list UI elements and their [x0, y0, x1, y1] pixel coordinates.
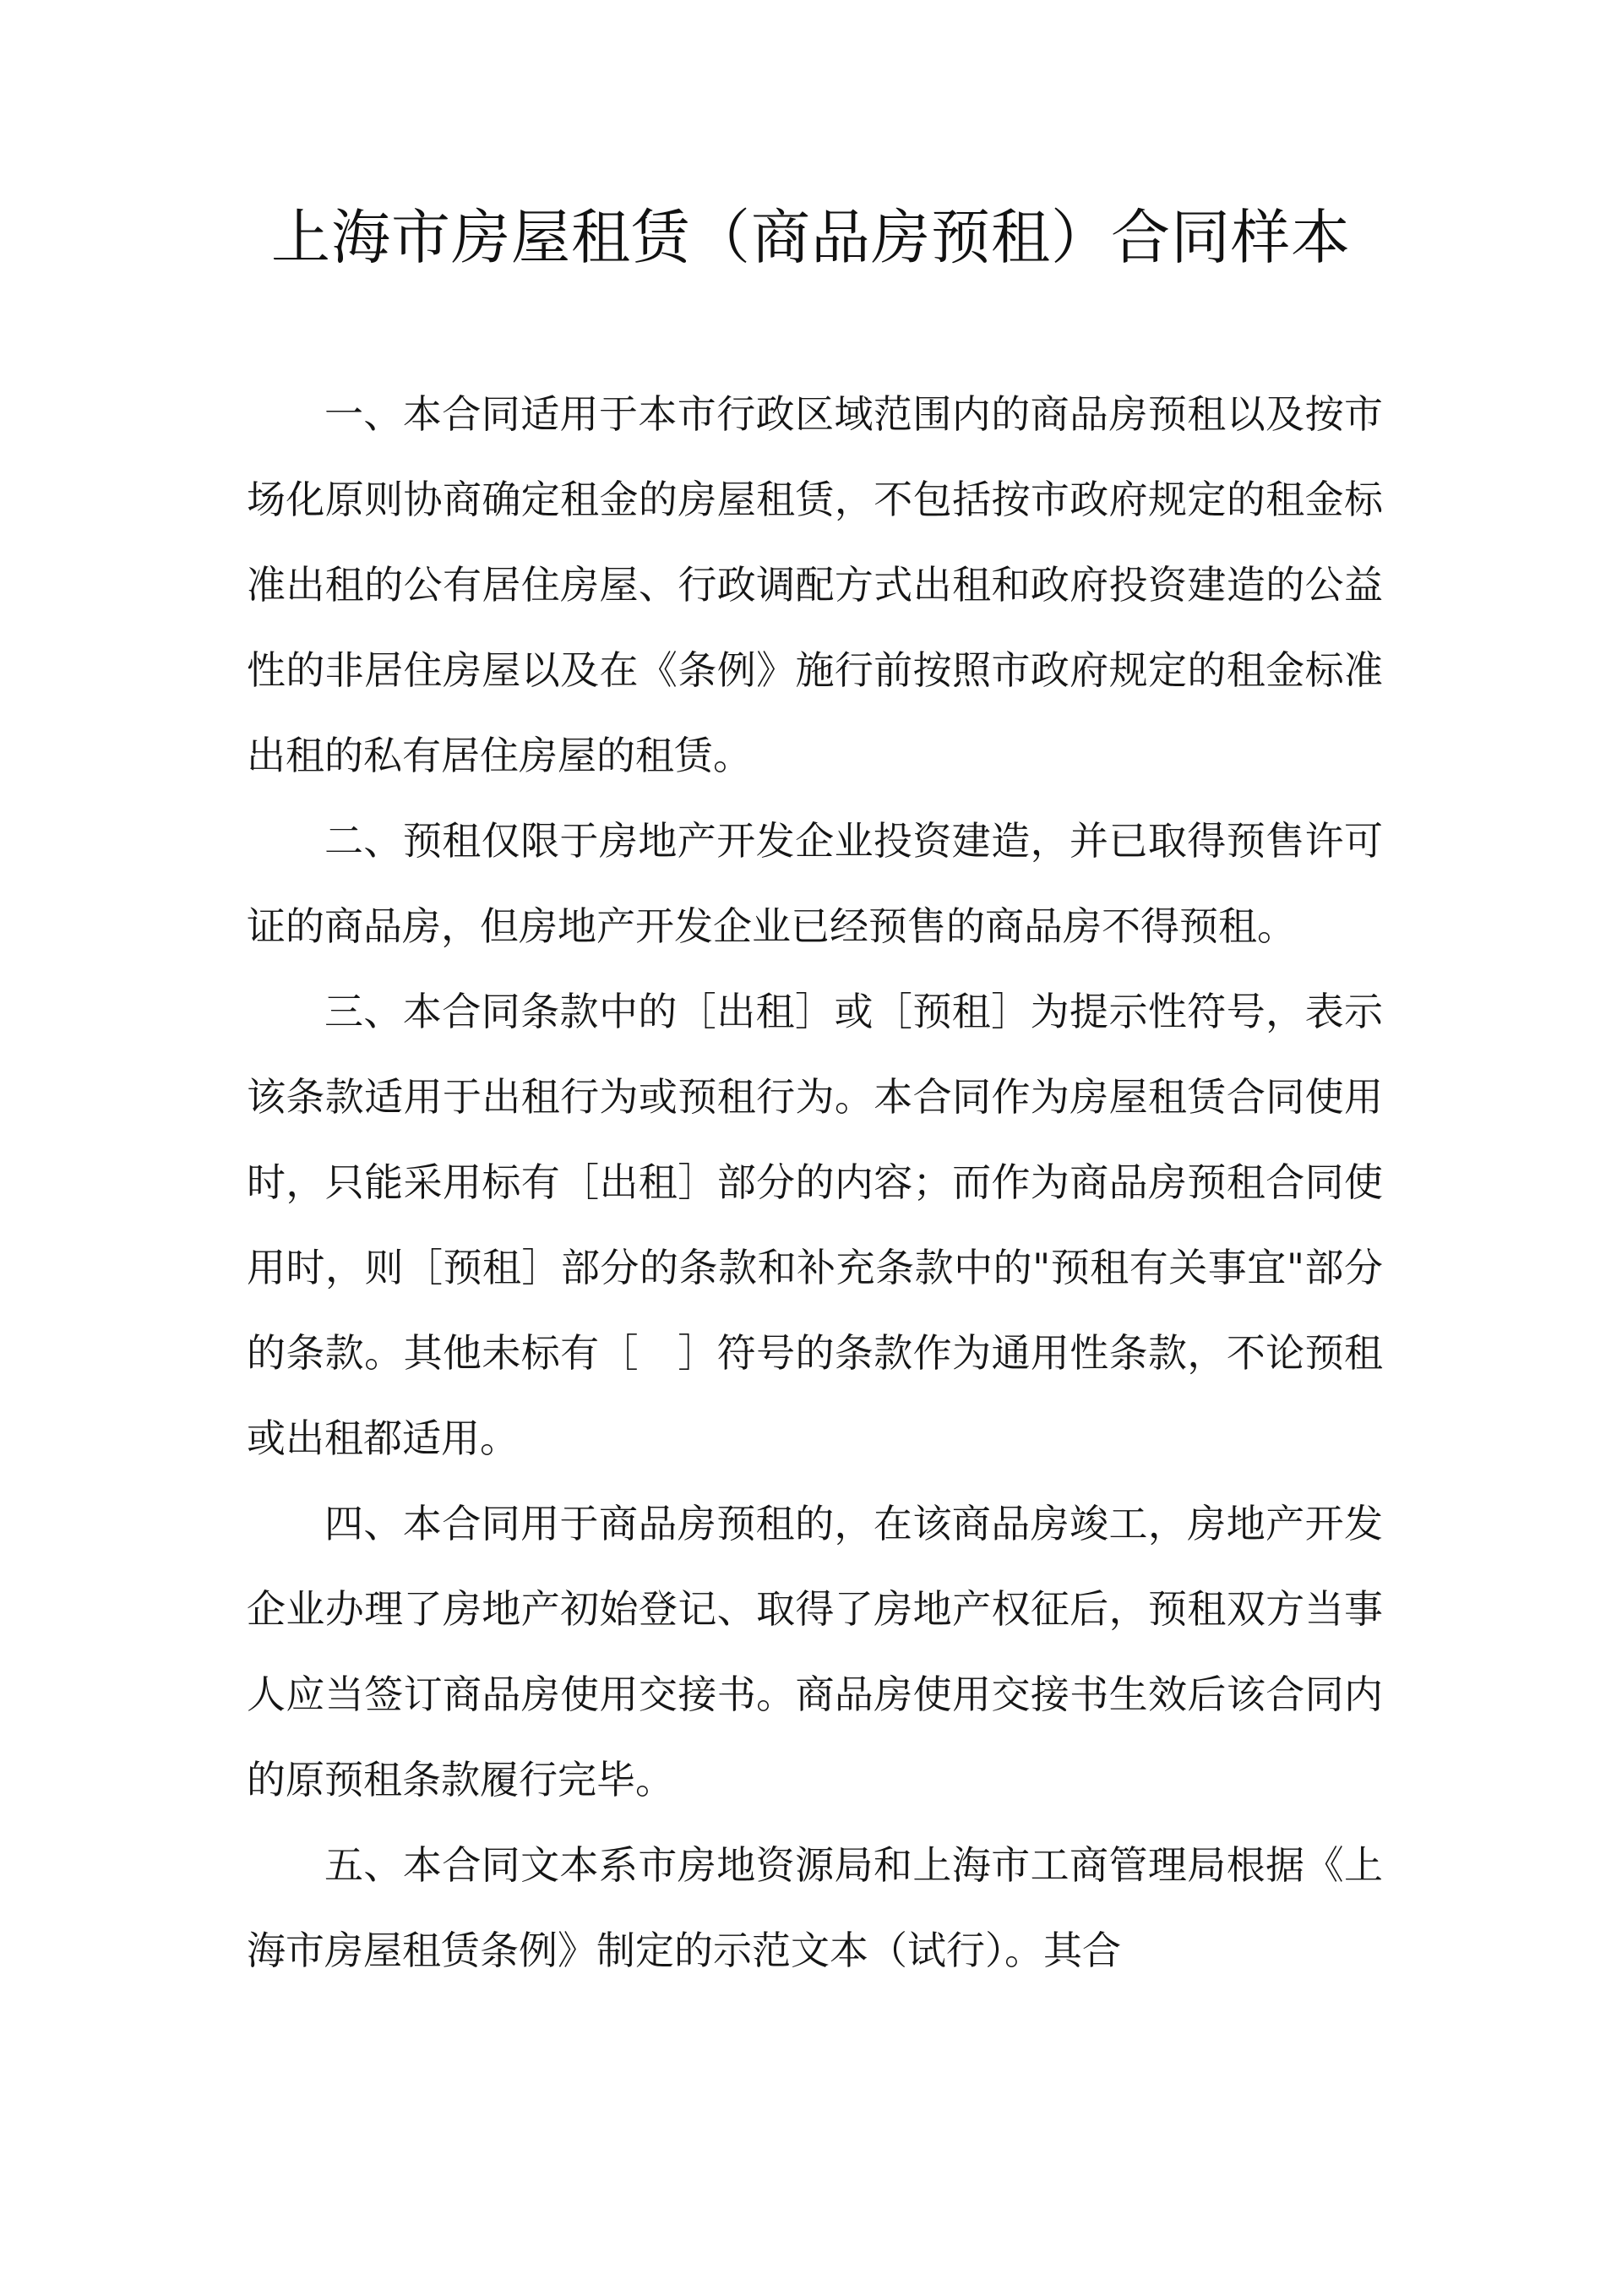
clause-4: 四、本合同用于商品房预租的，在该商品房竣工，房地产开发企业办理了房地产初始登记、取得了房地产权征后，预租双方当事人应当签订商品房使用交接书。商品房使用交接书生效后该合同内的原预租条款履行完毕。: [247, 1501, 1383, 1802]
clause-5: 五、本合同文本系市房地资源局和上海市工商管理局根据《上海市房屋租赁条例》制定的示范文本（试行）。其合: [247, 1842, 1383, 1973]
clause-3: 三、本合同条款中的［出租］或［预租］为提示性符号，表示该条款适用于出租行为或预租行为。本合同作为房屋租赁合同使用时，只能采用标有［出租］部分的内容；而作为商品房预租合同使用时，则［预租］部分的条款和补充条款中的"预租有关事宜"部分的条款。其他未标有［ ］符号的条款作为通用性条款，不论预租或出租都适用。: [247, 989, 1383, 1461]
document-body: [247, 372, 1383, 1993]
clause-2: 二、预租仅限于房地产开发企业投资建造，并已取得预售许可证的商品房，但房地产开发企业已经预售的商品房不得预租。: [247, 818, 1383, 949]
document-title: 上海市房屋租赁（商品房预租）合同样本: [271, 203, 1351, 272]
clause-1: 一、本合同适用于本市行政区域范围内的商品房预租以及按市场化原则协商确定租金的房屋租赁，不包括按市政府规定的租金标准出租的公有居住房屋、行政调配方式出租和政府投资建造的公益性的非居住房屋以及在《条例》施行前按照市政府规定的租金标准出租的私有居住房屋的租赁。: [247, 391, 1383, 778]
